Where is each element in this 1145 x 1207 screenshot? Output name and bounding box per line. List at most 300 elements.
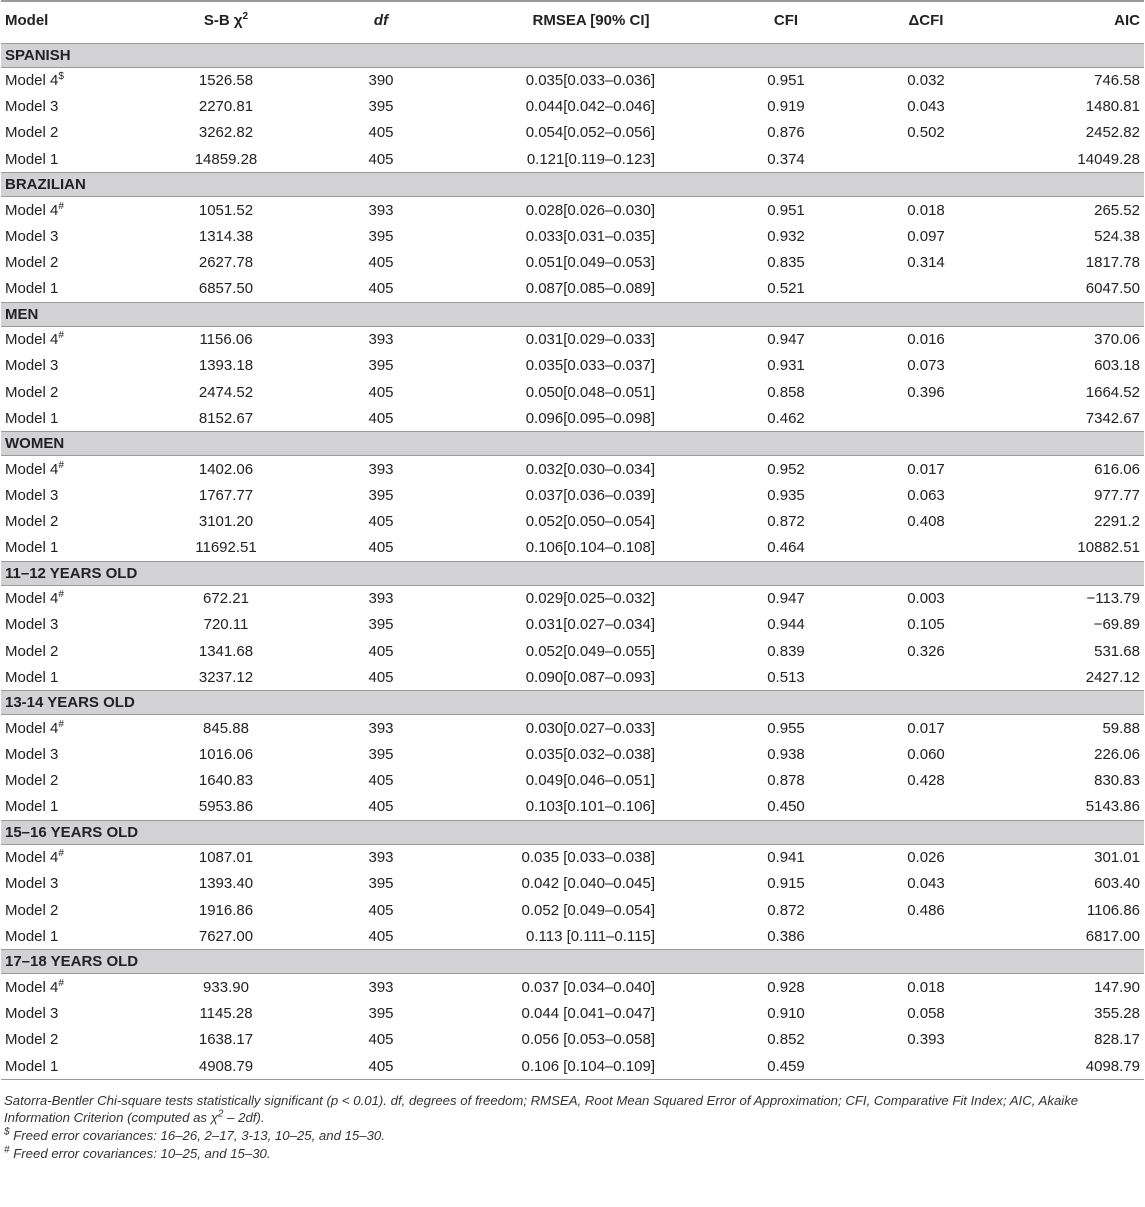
cell-rmsea: 0.042 [0.040–0.045]: [521, 875, 655, 893]
cell-df: 405: [368, 409, 394, 427]
cell-df: 393: [368, 719, 394, 737]
footnote-hash-text: Freed error covariances: 10–25, and 15–30.: [9, 1146, 271, 1161]
table-notes: [0, 1080, 1145, 1162]
model-label: Model 3: [5, 98, 59, 116]
header-aic: AIC: [1001, 1, 1144, 43]
cell-cfi: 0.513: [767, 668, 805, 686]
cell-df: 405: [368, 539, 394, 557]
cell-delta-cfi: 0.396: [907, 383, 945, 401]
cell-rmsea: 0.087[0.085–0.089]: [525, 280, 655, 298]
table-row: [1, 871, 1144, 897]
cell-cfi: 0.835: [767, 254, 805, 272]
cell-aic: 603.18: [1094, 357, 1140, 375]
model-label: Model 4: [5, 590, 59, 608]
cell-chi-square: 1051.52: [198, 201, 254, 219]
model-footnote-mark: #: [58, 718, 64, 730]
cell-model: [1, 353, 151, 379]
note-main-text: Satorra-Bentler Chi-square tests statistically significant (p < 0.01). df, degrees of freedom; RMSEA, Root Mean Squared Error of Approximation; CFI, Comparative Fit Index; AIC, Akaike Information Criterion (computed as: [4, 1093, 1079, 1125]
table-row: [1, 146, 1144, 172]
model-footnote-mark: #: [58, 330, 64, 342]
cell-chi-square: 720.11: [203, 616, 249, 634]
model-label: Model 1: [5, 539, 59, 557]
cell-delta-cfi: 0.003: [907, 590, 945, 608]
cell-delta-cfi: 0.026: [907, 849, 945, 867]
model-label: Model 1: [5, 798, 59, 816]
group-label: BRAZILIAN: [1, 173, 1144, 197]
group-label: WOMEN: [1, 432, 1144, 456]
cell-df: 393: [368, 460, 394, 478]
cell-rmsea: 0.030[0.027–0.033]: [525, 719, 655, 737]
group-header-row: [1, 950, 1144, 974]
cell-model: [1, 715, 151, 741]
cell-df: 405: [368, 383, 394, 401]
cell-chi-square: 1016.06: [198, 745, 254, 763]
cell-df: 405: [368, 642, 394, 660]
cell-df: 393: [368, 978, 394, 996]
cell-model: [1, 664, 151, 690]
cell-model: [1, 456, 151, 482]
cell-aic: 616.06: [1094, 460, 1140, 478]
cell-model: [1, 326, 151, 352]
cell-cfi: 0.910: [767, 1005, 805, 1023]
table-row: [1, 1027, 1144, 1053]
model-label: Model 2: [5, 513, 59, 531]
cell-cfi: 0.858: [767, 383, 805, 401]
cell-df: 393: [368, 590, 394, 608]
header-cfi: CFI: [721, 1, 851, 43]
model-footnote-mark: $: [58, 70, 64, 82]
cell-delta-cfi: [851, 405, 1001, 431]
header-row: [1, 1, 1144, 43]
cell-cfi: 0.464: [767, 539, 805, 557]
cell-rmsea: 0.044[0.042–0.046]: [525, 98, 655, 116]
cell-delta-cfi: 0.017: [907, 719, 945, 737]
cell-df: 393: [368, 849, 394, 867]
cell-cfi: 0.955: [767, 719, 805, 737]
cell-df: 395: [368, 357, 394, 375]
cell-aic: 7342.67: [1085, 409, 1140, 427]
cell-aic: 2452.82: [1085, 124, 1140, 142]
table-row: [1, 768, 1144, 794]
cell-df: 395: [368, 745, 394, 763]
model-label: Model 4: [5, 849, 59, 867]
cell-df: 395: [368, 875, 394, 893]
cell-df: 405: [368, 668, 394, 686]
cell-delta-cfi: 0.032: [907, 71, 945, 89]
cell-chi-square: 3262.82: [198, 124, 254, 142]
model-footnote-mark: #: [58, 200, 64, 212]
cell-chi-square: 1393.18: [198, 357, 254, 375]
cell-delta-cfi: 0.063: [907, 486, 945, 504]
header-delta-cfi: ΔCFI: [851, 1, 1001, 43]
cell-aic: 2291.2: [1094, 513, 1140, 531]
cell-cfi: 0.374: [767, 150, 805, 168]
model-label: Model 1: [5, 409, 59, 427]
table-row: [1, 456, 1144, 482]
cell-cfi: 0.951: [767, 71, 805, 89]
cell-aic: 1817.78: [1085, 254, 1140, 272]
cell-rmsea: 0.052 [0.049–0.054]: [521, 901, 655, 919]
cell-rmsea: 0.044 [0.041–0.047]: [521, 1005, 655, 1023]
cell-cfi: 0.935: [767, 486, 805, 504]
cell-model: [1, 276, 151, 302]
table-row: [1, 1053, 1144, 1079]
cell-chi-square: 11692.51: [195, 539, 257, 557]
cell-rmsea: 0.051[0.049–0.053]: [525, 254, 655, 272]
cell-rmsea: 0.054[0.052–0.056]: [525, 124, 655, 142]
model-label: Model 3: [5, 357, 59, 375]
footnote-dollar-mark: $: [4, 1126, 10, 1138]
model-label: Model 4: [5, 71, 59, 89]
cell-aic: 147.90: [1094, 978, 1140, 996]
cell-chi-square: 1640.83: [198, 772, 254, 790]
cell-model: [1, 638, 151, 664]
cell-model: [1, 844, 151, 870]
header-chi-sup: 2: [242, 11, 249, 22]
table-row: [1, 924, 1144, 950]
header-rmsea: RMSEA [90% CI]: [461, 1, 721, 43]
cell-chi-square: 1314.38: [198, 227, 254, 245]
table-row: [1, 612, 1144, 638]
cell-model: [1, 223, 151, 249]
cell-rmsea: 0.032[0.030–0.034]: [525, 460, 655, 478]
cell-chi-square: 2627.78: [198, 254, 254, 272]
cell-rmsea: 0.096[0.095–0.098]: [525, 409, 655, 427]
cell-rmsea: 0.106[0.104–0.108]: [525, 539, 655, 557]
cell-chi-square: 1402.06: [198, 460, 254, 478]
cell-delta-cfi: [851, 794, 1001, 820]
cell-aic: 14049.28: [1077, 150, 1140, 168]
cell-chi-square: 1145.28: [199, 1005, 253, 1023]
cell-delta-cfi: 0.043: [907, 875, 945, 893]
model-label: Model 4: [5, 978, 59, 996]
cell-model: [1, 585, 151, 611]
table-row: [1, 482, 1144, 508]
cell-rmsea: 0.050[0.048–0.051]: [525, 383, 655, 401]
cell-rmsea: 0.103[0.101–0.106]: [525, 798, 655, 816]
cell-delta-cfi: 0.016: [907, 331, 945, 349]
cell-chi-square: 7627.00: [198, 927, 254, 945]
table-row: [1, 844, 1144, 870]
group-header-row: [1, 173, 1144, 197]
cell-delta-cfi: 0.060: [907, 745, 945, 763]
cell-chi-square: 1393.40: [198, 875, 254, 893]
cell-delta-cfi: [851, 924, 1001, 950]
cell-df: 405: [368, 1031, 394, 1049]
cell-rmsea: 0.113 [0.111–0.115]: [525, 927, 655, 945]
cell-cfi: 0.932: [767, 227, 805, 245]
group-header-row: [1, 691, 1144, 715]
cell-df: 405: [368, 513, 394, 531]
cell-model: [1, 897, 151, 923]
group-label: 17–18 YEARS OLD: [1, 950, 1144, 974]
model-footnote-mark: #: [58, 977, 64, 989]
cell-aic: 746.58: [1094, 71, 1140, 89]
cell-delta-cfi: 0.018: [907, 201, 945, 219]
cell-aic: 828.17: [1094, 1031, 1140, 1049]
model-label: Model 3: [5, 486, 59, 504]
cell-df: 395: [368, 98, 394, 116]
cell-cfi: 0.521: [767, 280, 805, 298]
group-label: 11–12 YEARS OLD: [1, 561, 1144, 585]
cell-cfi: 0.919: [767, 98, 805, 116]
cell-model: [1, 482, 151, 508]
model-label: Model 2: [5, 772, 59, 790]
footnote-dollar-text: Freed error covariances: 16–26, 2–17, 3-13, 10–25, and 15–30.: [9, 1128, 385, 1143]
group-header-row: [1, 302, 1144, 326]
cell-delta-cfi: 0.408: [907, 513, 945, 531]
cell-aic: 6817.00: [1085, 927, 1140, 945]
cell-rmsea: 0.029[0.025–0.032]: [525, 590, 655, 608]
table-row: [1, 197, 1144, 223]
cell-df: 395: [368, 486, 394, 504]
table-row: [1, 715, 1144, 741]
cell-rmsea: 0.035[0.033–0.036]: [525, 71, 655, 89]
cell-aic: 830.83: [1094, 772, 1140, 790]
cell-cfi: 0.938: [767, 745, 805, 763]
cell-cfi: 0.878: [767, 772, 805, 790]
cell-df: 393: [368, 331, 394, 349]
table-body: [1, 43, 1144, 1080]
cell-model: [1, 67, 151, 93]
group-label: 13-14 YEARS OLD: [1, 691, 1144, 715]
cell-delta-cfi: 0.314: [907, 254, 945, 272]
cell-delta-cfi: 0.486: [907, 901, 945, 919]
cell-chi-square: 2474.52: [198, 383, 254, 401]
cell-rmsea: 0.056 [0.053–0.058]: [521, 1031, 655, 1049]
cell-model: [1, 535, 151, 561]
table-row: [1, 794, 1144, 820]
cell-cfi: 0.941: [767, 849, 805, 867]
cell-chi-square: 1526.58: [198, 71, 254, 89]
cell-cfi: 0.459: [721, 1053, 851, 1079]
cell-chi-square: 5953.86: [198, 798, 254, 816]
cell-rmsea: 0.035[0.032–0.038]: [525, 745, 655, 763]
cell-cfi: 0.450: [767, 798, 805, 816]
model-label: Model 2: [5, 124, 59, 142]
cell-df: 395: [368, 616, 394, 634]
footnote-hash-mark: #: [4, 1144, 10, 1156]
cell-delta-cfi: 0.097: [907, 227, 945, 245]
group-header-row: [1, 43, 1144, 67]
header-chi-prefix: S-B: [203, 12, 234, 29]
note-main: [4, 1092, 1141, 1126]
cell-delta-cfi: [851, 535, 1001, 561]
cell-model: [1, 508, 151, 534]
cell-rmsea: 0.049[0.046–0.051]: [525, 772, 655, 790]
header-df: df: [301, 1, 461, 43]
cell-cfi: 0.944: [767, 616, 805, 634]
cell-model: [1, 120, 151, 146]
cell-delta-cfi: 0.043: [907, 98, 945, 116]
cell-aic: 2427.12: [1085, 668, 1140, 686]
model-label: Model 3: [5, 1005, 59, 1023]
cell-aic: 10882.51: [1077, 539, 1140, 557]
table-row: [1, 974, 1144, 1000]
cell-model: [1, 612, 151, 638]
cell-delta-cfi: 0.017: [907, 460, 945, 478]
cell-delta-cfi: 0.073: [907, 357, 945, 375]
cell-chi-square: 2270.81: [198, 98, 254, 116]
cell-cfi: 0.915: [767, 875, 805, 893]
note-main-tail: – 2df).: [223, 1110, 265, 1125]
cell-rmsea: 0.106 [0.104–0.109]: [461, 1053, 721, 1079]
cell-df: 405: [368, 772, 394, 790]
cell-cfi: 0.947: [767, 590, 805, 608]
cell-model: [1, 924, 151, 950]
cell-df: 390: [368, 71, 394, 89]
cell-chi-square: 845.88: [203, 719, 249, 737]
cell-df: 405: [368, 254, 394, 272]
cell-chi-square: 3101.20: [198, 513, 254, 531]
cell-df: 395: [368, 1005, 394, 1023]
cell-model: [1, 1027, 151, 1053]
table-row: [1, 67, 1144, 93]
cell-rmsea: 0.031[0.029–0.033]: [525, 331, 655, 349]
table-row: [1, 638, 1144, 664]
cell-cfi: 0.386: [767, 927, 805, 945]
cell-rmsea: 0.052[0.049–0.055]: [525, 642, 655, 660]
cell-chi-square: 6857.50: [198, 280, 254, 298]
cell-chi-square: 1638.17: [198, 1031, 254, 1049]
cell-aic: 59.88: [1102, 719, 1140, 737]
model-label: Model 3: [5, 616, 59, 634]
cell-model: [1, 1000, 151, 1026]
cell-df: 405: [368, 901, 394, 919]
model-label: Model 3: [5, 875, 59, 893]
table-row: [1, 664, 1144, 690]
cell-aic: 226.06: [1094, 745, 1140, 763]
cell-aic: 370.06: [1094, 331, 1140, 349]
model-label: Model 1: [5, 1057, 59, 1075]
cell-model: [1, 146, 151, 172]
cell-chi-square: 1341.68: [198, 642, 254, 660]
note-chi-sup: 2: [217, 1108, 224, 1120]
header-chi-symbol: χ: [233, 12, 243, 29]
footnote-dollar: [4, 1127, 1141, 1144]
cell-cfi: 0.952: [767, 460, 805, 478]
cell-model: [1, 768, 151, 794]
model-footnote-mark: #: [58, 589, 64, 601]
cell-aic: 977.77: [1094, 486, 1140, 504]
cell-delta-cfi: 0.502: [907, 124, 945, 142]
model-label: Model 2: [5, 383, 59, 401]
table-row: [1, 120, 1144, 146]
model-label: Model 4: [5, 460, 59, 478]
cell-model: [1, 794, 151, 820]
cell-model: [1, 741, 151, 767]
cell-aic: −113.79: [1086, 590, 1140, 608]
cell-model: [1, 93, 151, 119]
cell-aic: 301.01: [1094, 849, 1140, 867]
cell-chi-square: 1087.01: [198, 849, 254, 867]
cell-df: 405: [368, 124, 394, 142]
cell-cfi: 0.947: [767, 331, 805, 349]
table-row: [1, 585, 1144, 611]
cell-delta-cfi: [851, 146, 1001, 172]
group-label: SPANISH: [1, 43, 1144, 67]
cell-df: 395: [368, 227, 394, 245]
cell-rmsea: 0.031[0.027–0.034]: [525, 616, 655, 634]
cell-model: [1, 871, 151, 897]
cell-rmsea: 0.037[0.036–0.039]: [525, 486, 655, 504]
table-row: [1, 353, 1144, 379]
model-label: Model 1: [5, 668, 59, 686]
cell-delta-cfi: [851, 664, 1001, 690]
group-header-row: [1, 561, 1144, 585]
cell-aic: 1480.81: [1085, 98, 1140, 116]
table-row: [1, 276, 1144, 302]
cell-model: [1, 405, 151, 431]
cell-delta-cfi: 0.428: [907, 772, 945, 790]
table-row: [1, 405, 1144, 431]
cell-chi-square: 14859.28: [194, 150, 258, 168]
model-label: Model 4: [5, 331, 59, 349]
table-row: [1, 379, 1144, 405]
cell-rmsea: 0.028[0.026–0.030]: [525, 201, 655, 219]
header-chi-square: [151, 1, 301, 43]
footnote-hash: [4, 1145, 1141, 1162]
cell-df: 405: [301, 1053, 461, 1079]
cell-aic: 1106.86: [1086, 901, 1140, 919]
cell-df: 405: [368, 927, 394, 945]
model-label: Model 2: [5, 901, 59, 919]
cell-chi-square: 933.90: [203, 978, 249, 996]
cell-rmsea: 0.033[0.031–0.035]: [525, 227, 655, 245]
table-row: [1, 741, 1144, 767]
model-label: Model 4: [5, 201, 59, 219]
cell-df: 405: [368, 150, 394, 168]
cell-rmsea: 0.090[0.087–0.093]: [525, 668, 655, 686]
cell-cfi: 0.951: [767, 201, 805, 219]
model-fit-table: [1, 0, 1144, 1080]
cell-cfi: 0.928: [767, 978, 805, 996]
table-row: [1, 249, 1144, 275]
cell-chi-square: 1767.77: [198, 486, 254, 504]
cell-chi-square: 3237.12: [198, 668, 254, 686]
cell-model: [1, 197, 151, 223]
cell-rmsea: 0.052[0.050–0.054]: [525, 513, 655, 531]
table-row: [1, 508, 1144, 534]
cell-aic: 524.38: [1094, 227, 1140, 245]
cell-aic: 265.52: [1094, 201, 1140, 219]
group-header-row: [1, 432, 1144, 456]
cell-aic: 5143.86: [1085, 798, 1140, 816]
model-label: Model 3: [5, 745, 59, 763]
cell-df: 405: [368, 798, 394, 816]
cell-chi-square: 672.21: [203, 590, 249, 608]
cell-delta-cfi: 0.326: [907, 642, 945, 660]
cell-chi-square: 4908.79: [151, 1053, 301, 1079]
cell-delta-cfi: 0.393: [907, 1031, 945, 1049]
cell-cfi: 0.876: [767, 124, 805, 142]
cell-rmsea: 0.035 [0.033–0.038]: [521, 849, 655, 867]
table-row: [1, 897, 1144, 923]
cell-model: [1, 379, 151, 405]
cell-cfi: 0.462: [767, 409, 805, 427]
cell-aic: 6047.50: [1085, 280, 1140, 298]
cell-rmsea: 0.037 [0.034–0.040]: [521, 978, 655, 996]
cell-df: 405: [368, 280, 394, 298]
cell-model: [1, 974, 151, 1000]
cell-delta-cfi: 0.018: [907, 978, 945, 996]
model-label: Model 2: [5, 642, 59, 660]
group-label: 15–16 YEARS OLD: [1, 820, 1144, 844]
model-label: Model 4: [5, 719, 59, 737]
cell-model: [1, 249, 151, 275]
model-label: Model 1: [5, 150, 59, 168]
cell-rmsea: 0.121[0.119–0.123]: [526, 150, 655, 168]
